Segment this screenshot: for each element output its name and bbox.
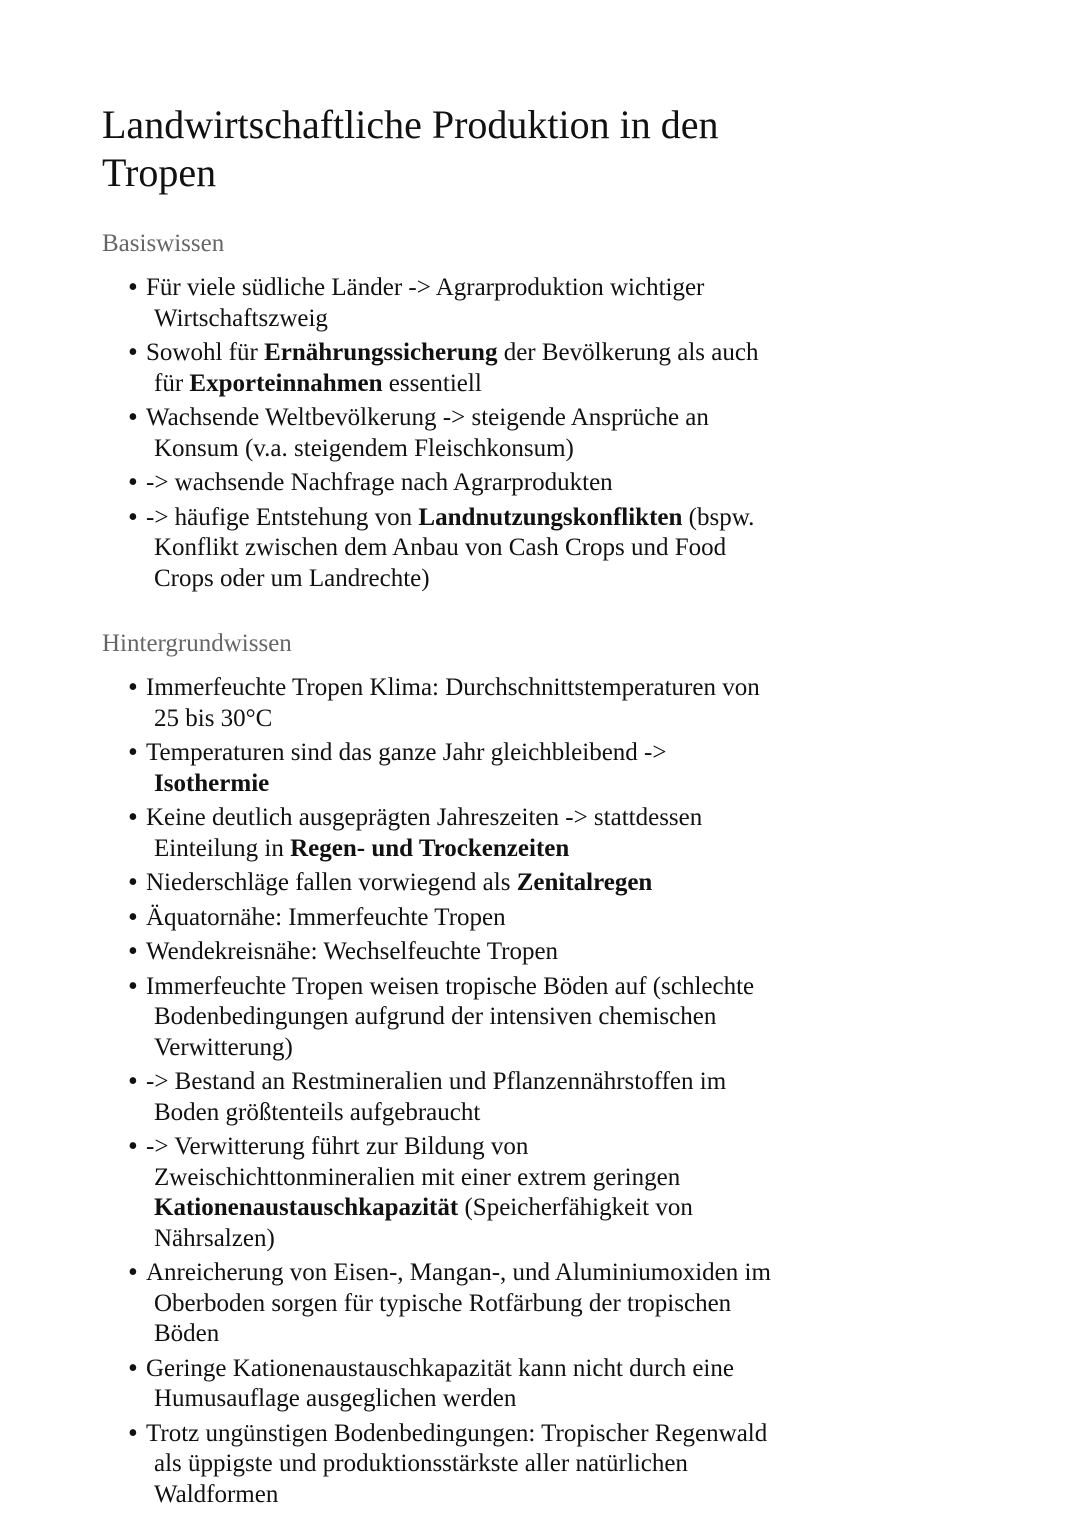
list-item	[102, 937, 782, 968]
list-item	[102, 273, 782, 334]
bold-text: Zenitalregen	[516, 869, 653, 896]
text-run: -> wachsende Nachfrage nach Agrarprodukten	[146, 469, 613, 496]
list-item	[102, 1354, 782, 1415]
text-run: Wachsende Weltbevölkerung -> steigende Ansprüche an Konsum (v.a. steigendem Fleischkonsum)	[146, 404, 709, 462]
section-heading-basiswissen: Basiswissen	[102, 230, 225, 257]
list-item	[102, 1067, 782, 1128]
list-item	[102, 403, 782, 464]
list-item	[102, 903, 782, 934]
text-run: Trotz ungünstigen Bodenbedingungen: Tropischer Regenwald als üppigste und produktionsstärkste aller natürlichen Waldformen	[146, 1419, 768, 1508]
text-run: -> Verwitterung führt zur Bildung von Zweischichttonmineralien mit einer extrem geringen	[146, 1133, 681, 1191]
bold-text: Exporteinnahmen	[189, 369, 383, 397]
text-run: (Speicherfähigkeit von Nährsalzen)	[154, 1194, 693, 1252]
text-run: Anreicherung von Eisen-, Mangan-, und Aluminiumoxiden im Oberboden sorgen für typische Rotfärbung der tropischen Böden	[146, 1259, 771, 1347]
bold-text: Ernährungssicherung	[264, 339, 498, 366]
list-item	[102, 1258, 782, 1350]
text-run: -> häufige Entstehung von	[146, 503, 419, 531]
bullet-list-basiswissen	[102, 273, 782, 598]
text-run: Immerfeuchte Tropen Klima: Durchschnittstemperaturen von 25 bis 30°C	[146, 674, 760, 732]
text-run: der Bevölkerung als auch für	[154, 339, 759, 397]
list-item	[102, 1419, 782, 1511]
text-run: Temperaturen sind das ganze Jahr gleichbleibend ->	[146, 739, 667, 766]
list-item	[102, 503, 782, 595]
text-run: essentiell	[382, 369, 482, 397]
bold-text: Landnutzungskonflikten	[418, 503, 683, 531]
section-heading-hintergrundwissen: Hintergrundwissen	[102, 630, 292, 657]
list-item	[102, 738, 782, 799]
text-run: Für viele südliche Länder -> Agrarproduktion wichtiger Wirtschaftszweig	[146, 274, 705, 332]
text-run: Keine deutlich ausgeprägten Jahreszeiten -> stattdessen Einteilung in	[146, 804, 703, 862]
text-run: Sowohl für	[146, 339, 265, 366]
list-item	[102, 673, 782, 734]
text-run: Niederschläge fallen vorwiegend als	[146, 869, 517, 896]
text-run: Wendekreisnähe: Wechselfeuchte Tropen	[146, 938, 559, 965]
list-item	[102, 803, 782, 864]
bold-text: Kationenaustauschkapazität	[154, 1194, 459, 1221]
page-title: Landwirtschaftliche Produktion in den Tropen	[102, 102, 719, 195]
list-item	[102, 1132, 782, 1254]
list-item	[102, 468, 782, 499]
text-run: Geringe Kationenaustauschkapazität kann nicht durch eine Humusauflage ausgeglichen werden	[146, 1354, 734, 1412]
bold-text: Isothermie	[154, 769, 270, 797]
bold-text: Regen- und Trockenzeiten	[290, 834, 570, 862]
text-run: (bspw. Konflikt zwischen dem Anbau von Cash Crops und Food Crops oder um Landrechte)	[154, 503, 755, 592]
text-run: Äquatornähe: Immerfeuchte Tropen	[146, 903, 506, 931]
text-run: Immerfeuchte Tropen weisen tropische Böden auf (schlechte Bodenbedingungen aufgrund der intensiven chemischen Verwitterung)	[146, 972, 755, 1061]
list-item	[102, 868, 782, 899]
bullet-list-hintergrundwissen	[102, 673, 782, 1514]
text-run: -> Bestand an Restmineralien und Pflanzennährstoffen im Boden größtenteils aufgebraucht	[146, 1068, 727, 1126]
list-item	[102, 338, 782, 399]
list-item	[102, 972, 782, 1064]
